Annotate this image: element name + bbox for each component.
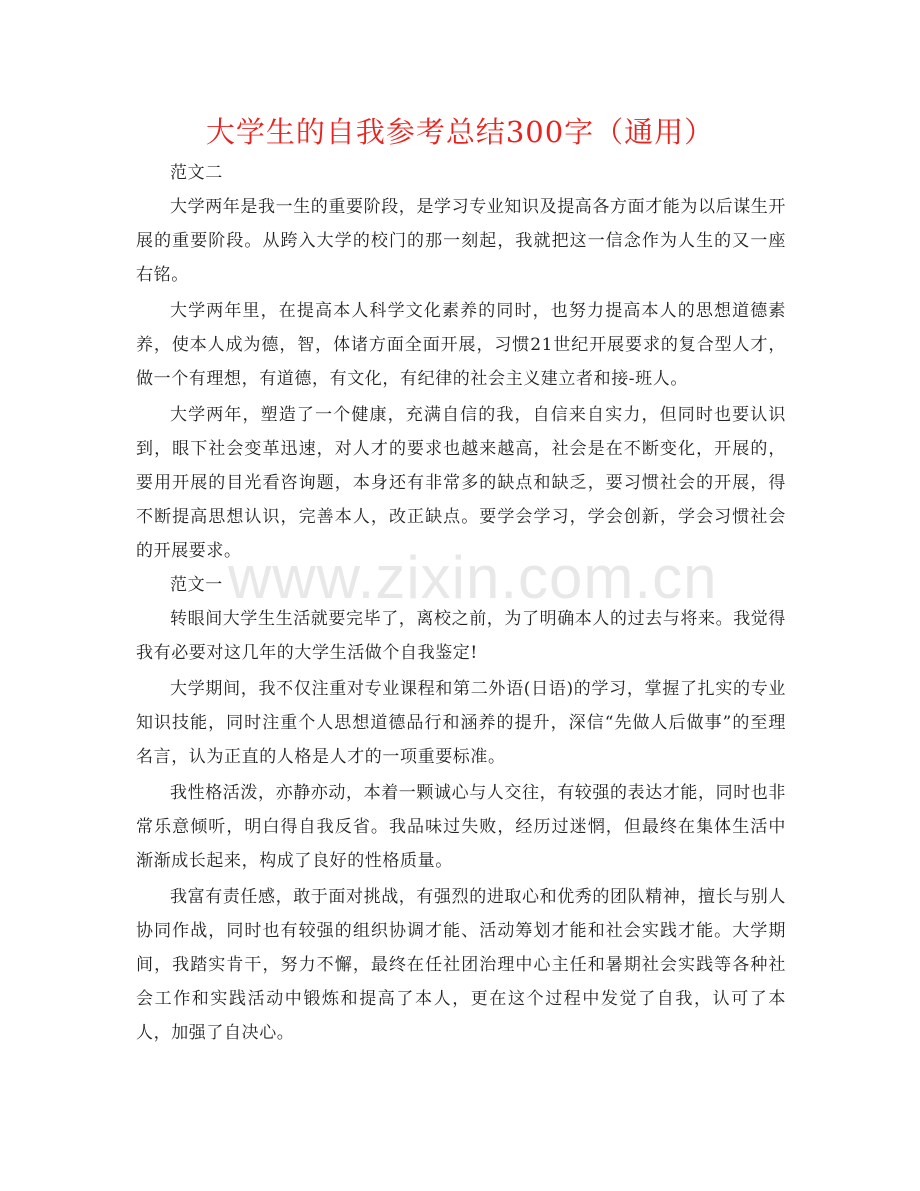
watermark: www.zixin.com.cn: [228, 544, 718, 611]
document-body: [136, 156, 786, 1050]
paragraph: 我富有责任感，敢于面对挑战，有强烈的进取心和优秀的团队精神，擅长与别人协同作战，同时也有较强的组织协调才能、活动筹划才能和社会实践才能。大学期间，我踏实肯干，努力不懈，最终在任社团治理中心主任和暑期社会实践等各种社会工作和实践活动中锻炼和提高了本人，更在这个过程中发觉了自我，认可了本人，加强了自决心。: [136, 887, 786, 1043]
paragraph: 大学两年，塑造了一个健康，充满自信的我，自信来自实力，但同时也要认识到，眼下社会变革迅速，对人才的要求也越来越高，社会是在不断变化，开展的，要用开展的目光看咨询题，本身还有非常多的缺点和缺乏，要习惯社会的开展，得不断提高思想认识，完善本人，改正缺点。要学会学习，学会创新，学会习惯社会的开展要求。: [136, 405, 786, 561]
paragraph: 大学两年里，在提高本人科学文化素养的同时，也努力提高本人的思想道德素养，使本人成为德，智，体诸方面全面开展，习惯21世纪开展要求的复合型人才，做一个有理想，有道德，有文化，有纪律的社会主义建立者和接-班人。: [136, 301, 786, 389]
document-title: 大学生的自我参考总结300字（通用）: [205, 115, 715, 149]
paragraph: 转眼间大学生生活就要完毕了，离校之前，为了明确本人的过去与将来。我觉得我有必要对这几年的大学生活做个自我鉴定!: [136, 609, 786, 663]
paragraph: 大学期间，我不仅注重对专业课程和第二外语(日语)的学习，掌握了扎实的专业知识技能，同时注重个人思想道德品行和涵养的提升，深信“先做人后做事”的至理名言，认为正直的人格是人才的一项重要标准。: [136, 679, 786, 767]
paragraph: 我性格活泼，亦静亦动，本着一颗诚心与人交往，有较强的表达才能，同时也非常乐意倾听，明白得自我反省。我品味过失败，经历过迷惘，但最终在集体生活中渐渐成长起来，构成了良好的性格质量。: [136, 783, 786, 871]
section-heading: 范文二: [170, 163, 223, 183]
section-heading: 范文一: [170, 575, 223, 595]
paragraph: 大学两年是我一生的重要阶段，是学习专业知识及提高各方面才能为以后谋生开展的重要阶段。从跨入大学的校门的那一刻起，我就把这一信念作为人生的又一座右铭。: [136, 197, 786, 285]
